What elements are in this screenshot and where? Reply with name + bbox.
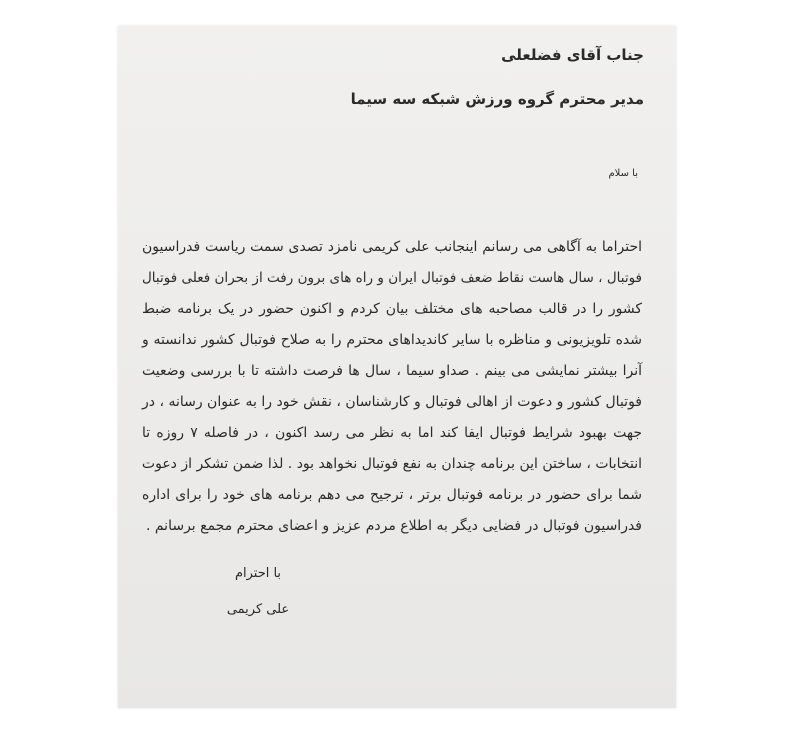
addressee-title: مدیر محترم گروه ورزش شبکه سه سیما [350,90,644,108]
letter-paper [118,26,676,708]
body-line-4: شده تلویزیونی و مناظره با سایر کاندیداهای محترم را به صلاح فوتبال کشور ندانسته و [142,332,642,348]
body-line-3: کشور را در قالب مصاحبه های مختلف بیان کردم و اکنون حضور در یک برنامه ضبط [142,301,642,317]
signature: علی کریمی [226,602,290,617]
addressee-name: جناب آقای فضلعلی [501,46,644,64]
body-line-6: فوتبال کشور و دعوت از اهالی فوتبال و کارشناسان ، نقش خود را به عنوان رسانه ، در [142,394,642,410]
body-line-1: احتراما به آگاهی می رسانم اینجانب علی کریمی نامزد تصدی سمت ریاست فدراسیون [142,239,642,255]
body-line-5: آنرا بیشتر نمایشی می بینم . صداو سیما ، سال ها فرصت داشته تا با بررسی وضعیت [142,363,642,379]
closing: با احترام [234,566,282,581]
body-line-9: شما برای حضور در برنامه فوتبال برتر ، ترجیح می دهم برنامه های خود را برای اداره [142,487,642,503]
letter-body [142,232,642,542]
body-line-7: جهت بهبود شرایط فوتبال ایفا کند اما به نظر می رسد اکنون ، در فاصله ۷ روزه تا [142,425,642,441]
body-line-2: فوتبال ، سال هاست نقاط ضعف فوتبال ایران و راه های برون رفت از بحران فعلی فوتبال [142,270,642,286]
salutation: با سلام [608,168,638,179]
body-line-8: انتخابات ، ساختن این برنامه چندان به نفع فوتبال نخواهد بود . لذا ضمن تشکر از دعوت [141,456,642,472]
body-line-10: فدراسیون فوتبال در فضایی دیگر به اطلاع مردم عزیز و اعضای محترم مجمع برسانم . [145,518,642,534]
